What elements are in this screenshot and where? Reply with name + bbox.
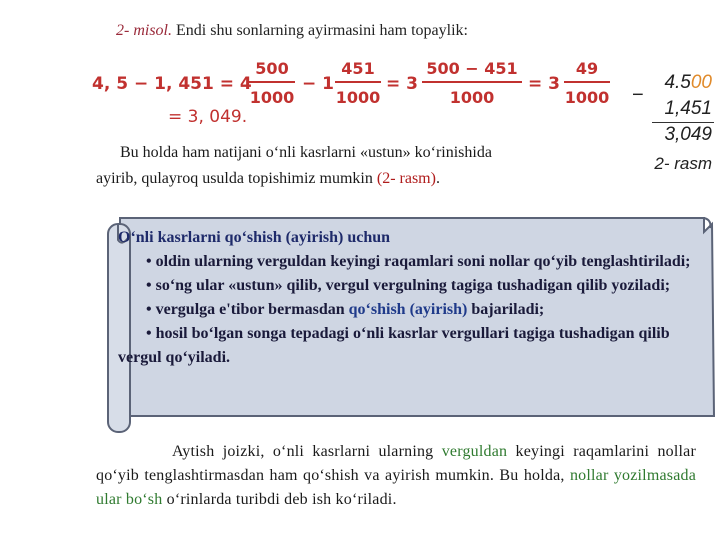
frac1-den: 1000 — [249, 88, 295, 107]
example-label: 2- misol. — [116, 22, 172, 39]
rule-item-3-a: • vergulga e'tibor bermasdan — [146, 301, 345, 318]
rule-item-1: • oldin ularning verguldan keyingi raqamlari soni nollar qo‘yib tenglashtiriladi; — [146, 253, 691, 270]
para1-text: ayirib, qulayroq usulda topishimiz mumkin — [96, 170, 373, 187]
eq-equals4: = 3 — [528, 74, 560, 94]
para2-c: keyingi raqamlarini nollar qo‘yib tenglashtirmasdan ham qo‘shish va ayirish mumkin. Bu holda, — [96, 443, 696, 484]
para2-zeros-note: nollar yozilmasada ular bo‘sh — [96, 467, 696, 508]
eq-result: = 3, 049. — [168, 107, 248, 127]
rule-text — [118, 226, 698, 370]
frac3-num: 500 − 451 — [426, 59, 518, 78]
para2-e: o‘rinlarda turibdi deb ish ko‘riladi. — [166, 491, 397, 508]
para1-line1: Bu holda ham natijani o‘nli kasrlarni «ustun» ko‘rinishida — [120, 144, 492, 161]
example-heading — [116, 22, 468, 40]
top-number — [664, 72, 712, 94]
frac2-num: 451 — [341, 59, 375, 78]
eq-minus1: − 1 — [302, 74, 334, 94]
eq-equals3: = 3 — [386, 74, 418, 94]
frac4-den: 1000 — [564, 88, 610, 107]
rule-title: O‘nli kasrlarni qo‘shish (ayirish) uchun — [118, 229, 391, 246]
para1-period: . — [435, 170, 440, 187]
frac3-den: 1000 — [449, 88, 495, 107]
frac4-num: 49 — [575, 59, 599, 78]
paragraph-2 — [96, 440, 696, 512]
difference: 3,049 — [664, 124, 712, 145]
equation — [92, 58, 632, 128]
top-number-zeros: 00 — [690, 72, 712, 93]
rule-item-3-highlight: qo‘shish (ayirish) — [348, 301, 468, 318]
eq-lhs: 4, 5 − 1, 451 = 4 — [92, 74, 252, 94]
frac1-num: 500 — [255, 59, 289, 78]
paragraph-1 — [96, 140, 626, 192]
rule-item-2: • so‘ng ular «ustun» qilib, vergul vergulning tagiga tushadigan qilib yoziladi; — [146, 277, 671, 294]
column-subtraction-figure — [634, 70, 720, 178]
minus-sign: − — [632, 84, 644, 106]
para2-a: Aytish joizki, o‘nli kasrlarni ularning — [172, 443, 434, 460]
rule-item-3-c: bajariladi; — [471, 301, 545, 318]
rule-item-4: • hosil bo‘lgan songa tepadagi o‘nli kasrlar vergullari tagiga tushadigan qilib vergul qo‘yiladi. — [118, 325, 670, 366]
para1-line2 — [96, 166, 626, 192]
frac2-den: 1000 — [335, 88, 381, 107]
para2-verguldan: verguldan — [441, 443, 508, 460]
figure-reference: (2- rasm) — [376, 170, 436, 187]
top-number-digits: 4.5 — [664, 72, 691, 93]
subtrahend: 1,451 — [664, 98, 712, 119]
figure-caption: 2- rasm — [654, 154, 712, 173]
rule-item-3 — [118, 298, 698, 322]
sum-line — [652, 122, 714, 123]
example-text: Endi shu sonlarning ayirmasini ham topaylik: — [176, 22, 468, 39]
